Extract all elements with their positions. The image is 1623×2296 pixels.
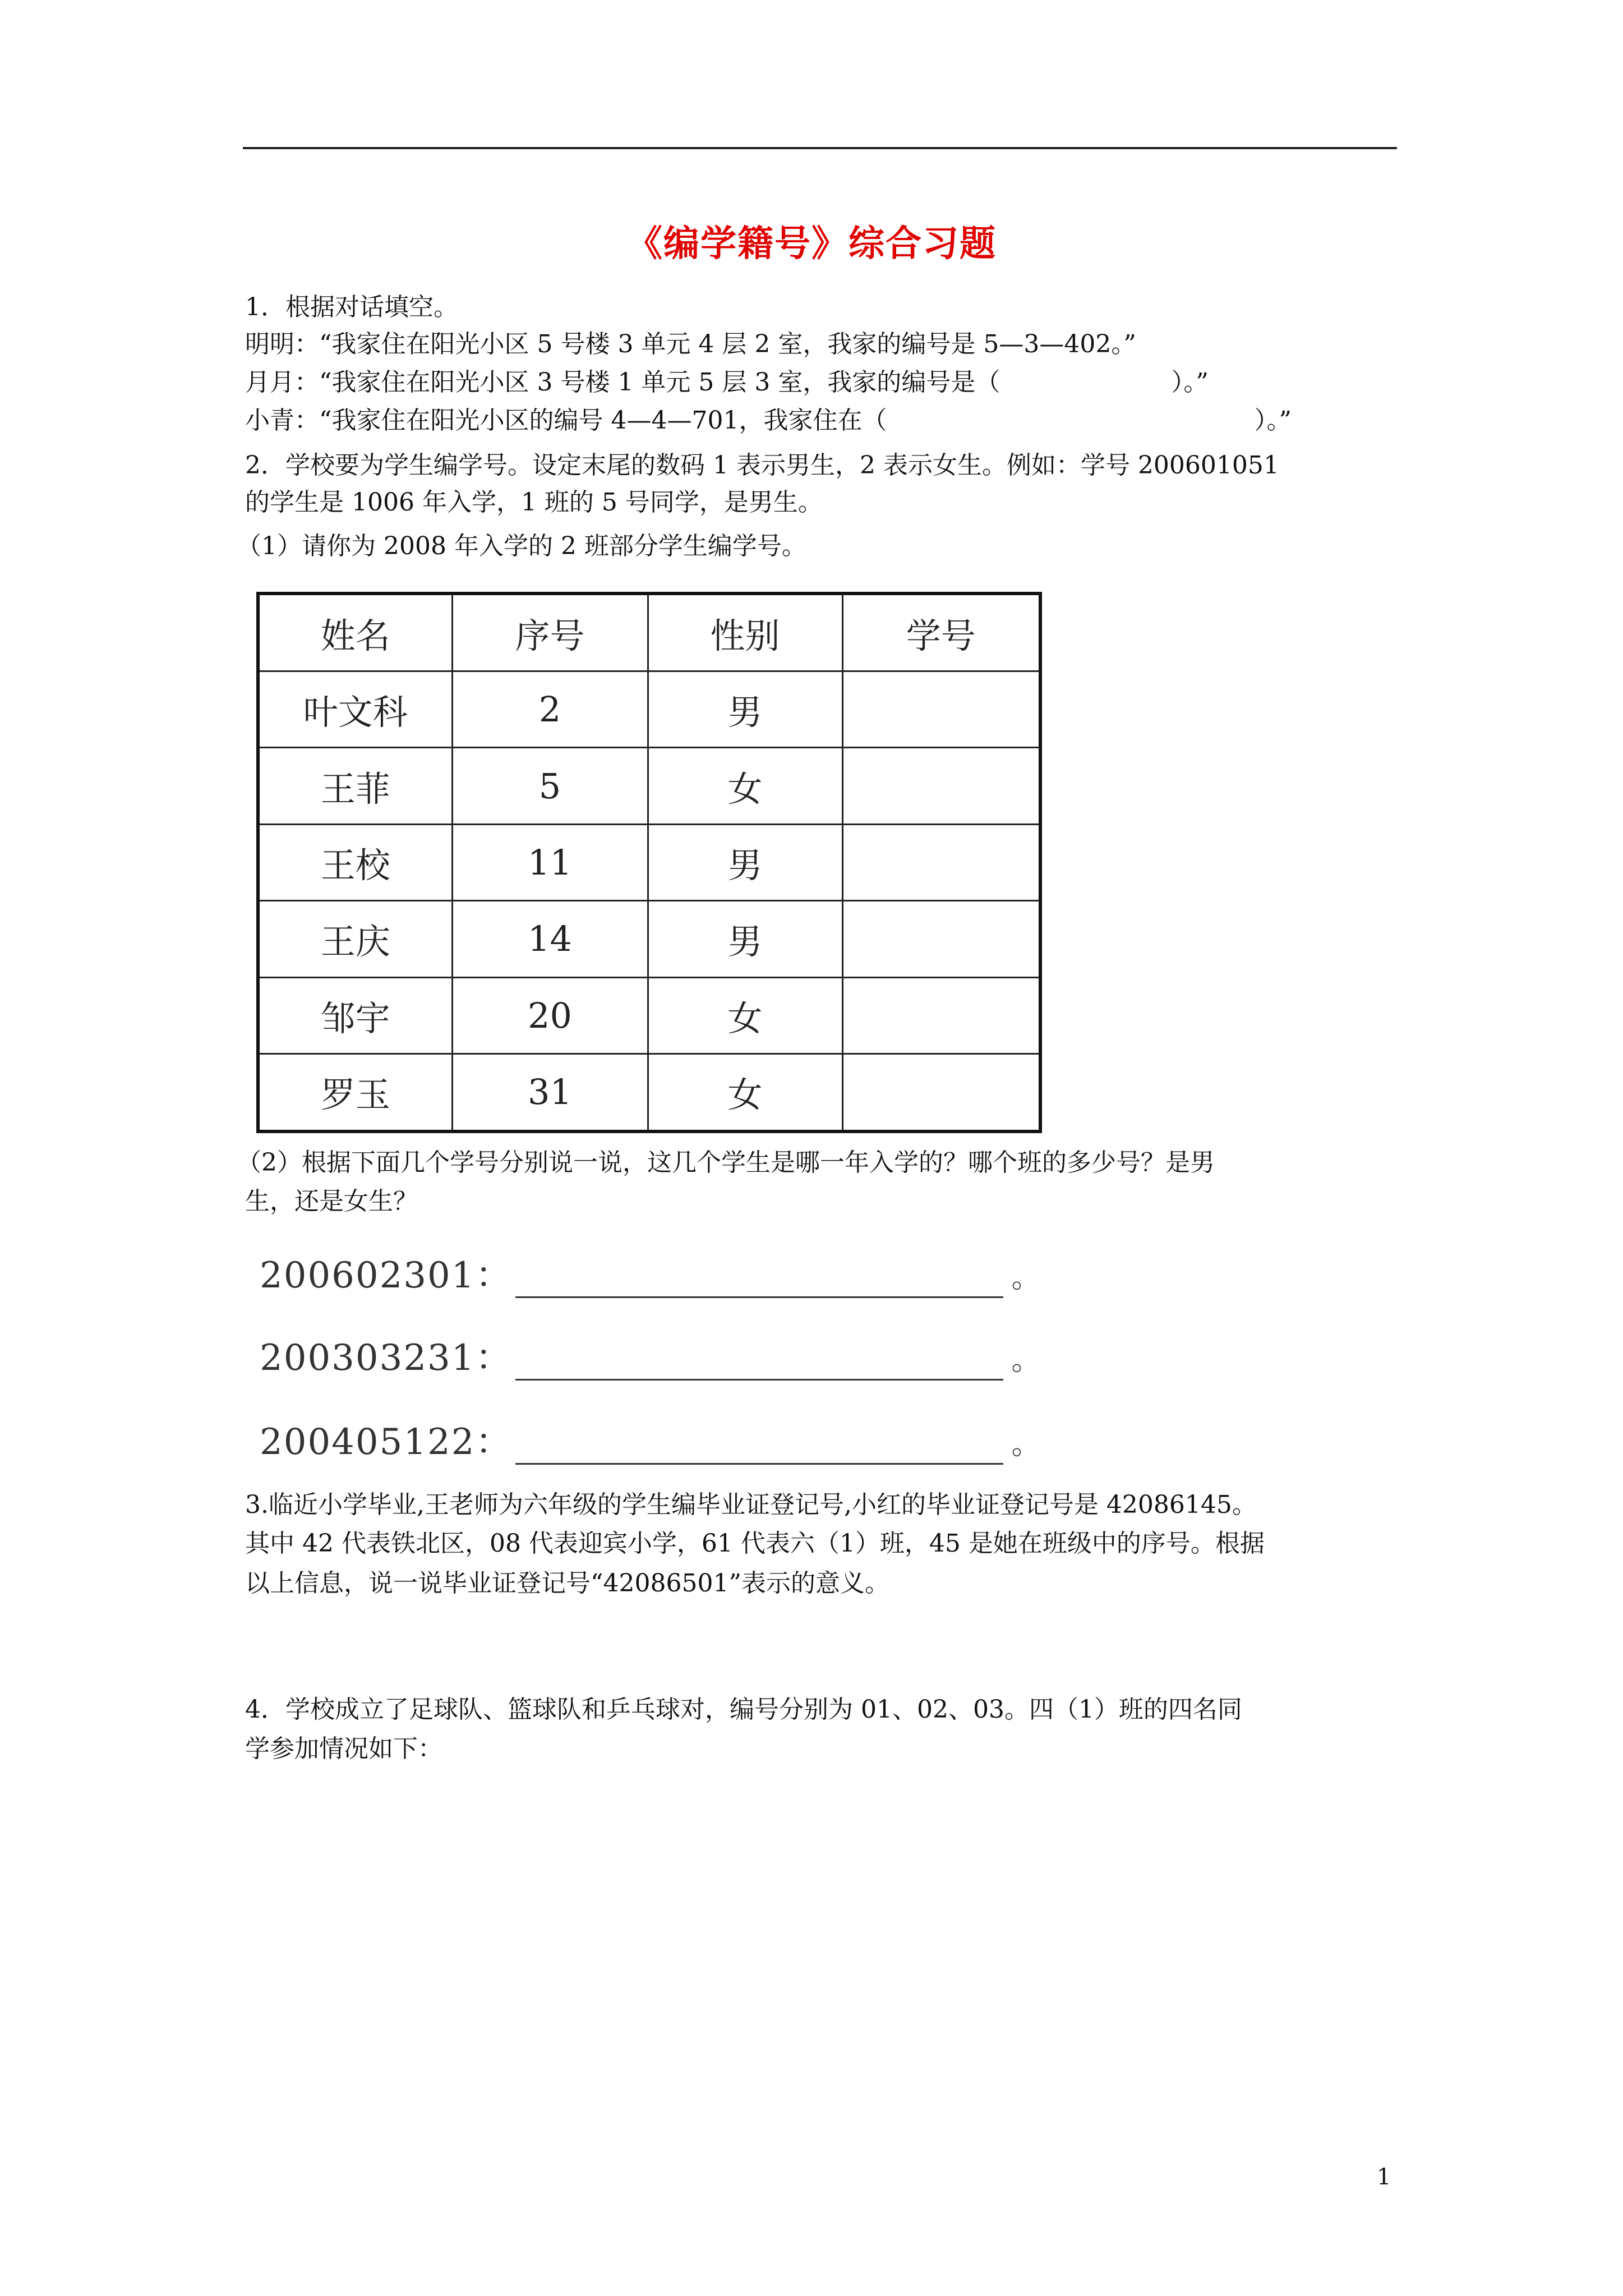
header-student-number: 学号: [842, 593, 1040, 671]
code-answer-line: [260, 1246, 1040, 1298]
cell-name: 王庆: [258, 901, 452, 977]
table-row: [258, 977, 1040, 1053]
cell-seq: 2: [452, 671, 648, 748]
table-header-row: [258, 593, 1040, 671]
page-title: 《编学籍号》综合习题: [626, 223, 997, 265]
q1-line-xiaoqing: [245, 404, 1292, 438]
q2-part2-1: （2）根据下面几个学号分别说一说，这几个学生是哪一年入学的？哪个班的多少号？是男: [237, 1148, 1215, 1177]
q2-part2-2: 生，还是女生？: [245, 1187, 418, 1216]
table-row: [258, 824, 1040, 900]
student-code: 200405122：: [260, 1421, 513, 1463]
student-code: 200602301：: [260, 1255, 513, 1296]
cell-gender: 女: [648, 977, 842, 1053]
code-answer-line: [260, 1329, 1040, 1381]
q1-prompt: 1．根据对话填空。: [245, 293, 458, 321]
q1-line-yueyue: [245, 366, 1209, 399]
table-row: [258, 901, 1040, 977]
cell-name: 王校: [258, 824, 452, 900]
cell-gender: 女: [648, 748, 842, 824]
table-row: [258, 748, 1040, 824]
student-number-table: [256, 592, 1042, 1133]
cell-student-number[interactable]: [842, 748, 1040, 824]
cell-name: 罗玉: [258, 1053, 452, 1131]
q1-line-xiaoqing-text: 小青：“我家住在阳光小区的编号 4—4—701，我家住在（: [245, 406, 887, 435]
table-row: [258, 1053, 1040, 1131]
cell-name: 王菲: [258, 748, 452, 824]
answer-blank[interactable]: [515, 1350, 1003, 1381]
cell-name: 叶文科: [258, 671, 452, 748]
code-answer-line: [260, 1413, 1040, 1465]
header-name: 姓名: [258, 593, 452, 671]
q1-line-xiaoqing-end: ）。”: [1254, 406, 1292, 435]
student-code: 200303231：: [260, 1337, 513, 1379]
q4-line-2: 学参加情况如下：: [245, 1734, 442, 1763]
q2-intro-1: 2．学校要为学生编学号。设定末尾的数码 1 表示男生，2 表示女生。例如：学号 200601051: [245, 451, 1279, 480]
q1-line-mingming: 明明：“我家住在阳光小区 5 号楼 3 单元 4 层 2 室，我家的编号是 5—3—402。”: [245, 330, 1136, 358]
cell-seq: 5: [452, 748, 648, 824]
cell-student-number[interactable]: [842, 824, 1040, 900]
table-row: [258, 671, 1040, 748]
header-rule: [243, 147, 1397, 149]
cell-seq: 31: [452, 1053, 648, 1131]
cell-name: 邹宇: [258, 977, 452, 1053]
cell-seq: 20: [452, 977, 648, 1053]
cell-student-number[interactable]: [842, 1053, 1040, 1131]
answer-blank[interactable]: [515, 1434, 1003, 1465]
q3-line-3: 以上信息，说一说毕业证登记号“42086501”表示的意义。: [245, 1569, 889, 1598]
header-gender: 性别: [648, 593, 842, 671]
q2-intro-2: 的学生是 1006 年入学，1 班的 5 号同学，是男生。: [245, 488, 823, 517]
cell-gender: 女: [648, 1053, 842, 1131]
q4-line-1: 4．学校成立了足球队、篮球队和乒乓球对，编号分别为 01、02、03。四（1）班的四名同: [245, 1695, 1242, 1724]
q1-line-yueyue-end: ）。”: [1171, 368, 1209, 397]
cell-seq: 14: [452, 901, 648, 977]
period-mark: 。: [1011, 1343, 1041, 1377]
page-number: 1: [1377, 2164, 1391, 2190]
cell-student-number[interactable]: [842, 977, 1040, 1053]
header-seq: 序号: [452, 593, 648, 671]
cell-seq: 11: [452, 824, 648, 900]
cell-gender: 男: [648, 824, 842, 900]
period-mark: 。: [1011, 1261, 1041, 1295]
q1-line-yueyue-text: 月月：“我家住在阳光小区 3 号楼 1 单元 5 层 3 室，我家的编号是（: [245, 368, 1000, 397]
answer-blank[interactable]: [515, 1267, 1003, 1298]
cell-student-number[interactable]: [842, 901, 1040, 977]
period-mark: 。: [1011, 1428, 1041, 1461]
cell-gender: 男: [648, 901, 842, 977]
cell-student-number[interactable]: [842, 671, 1040, 748]
q2-part1: （1）请你为 2008 年入学的 2 班部分学生编学号。: [237, 532, 806, 560]
cell-gender: 男: [648, 671, 842, 748]
q3-line-2: 其中 42 代表铁北区，08 代表迎宾小学，61 代表六（1）班，45 是她在班级中的序号。根据: [245, 1529, 1265, 1558]
q3-line-1: 3.临近小学毕业,王老师为六年级的学生编毕业证登记号,小红的毕业证登记号是 42086145。: [245, 1490, 1257, 1519]
